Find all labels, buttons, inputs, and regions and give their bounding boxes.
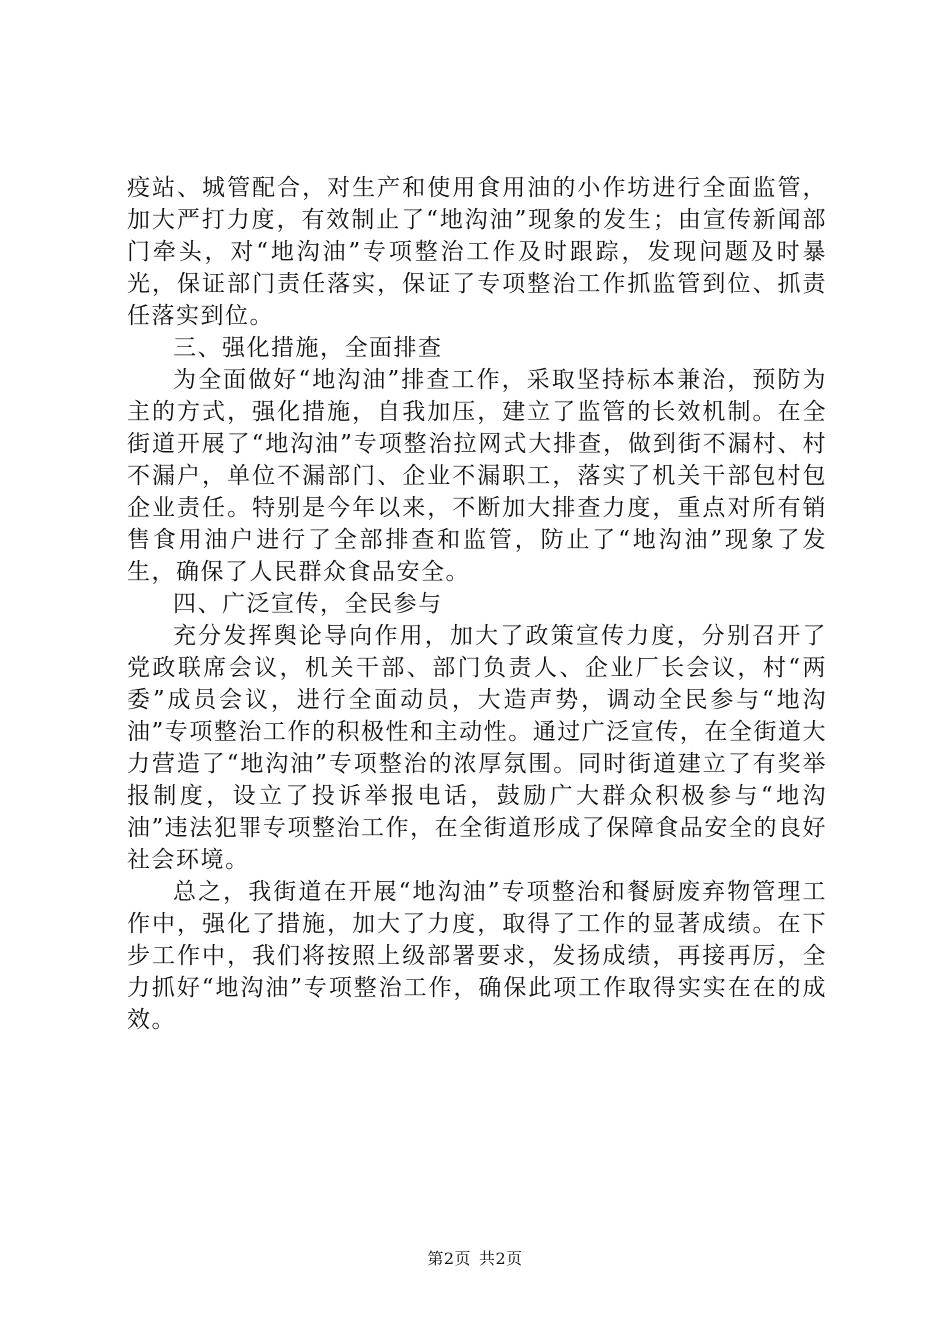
paragraph-section-3: 为全面做好“地沟油”排查工作，采取坚持标本兼治，预防为主的方式，强化措施，自我加压，建立了监管的长效机制。在全街道开展了“地沟油”专项整治拉网式大排查，做到街不漏村、村不漏户，单位不漏部门、企业不漏职工，落实了机关干部包村包企业责任。特别是今年以来，不断加大排查力度，重点对所有销售食用油户进行了全部排查和监管，防止了“地沟油”现象了发生，确保了人民群众食品安全。 [127, 367, 827, 585]
page-total: 共2页 [479, 1249, 523, 1268]
section-heading-4: 四、广泛宣传，全民参与 [173, 591, 443, 617]
paragraph-section-4: 充分发挥舆论导向作用，加大了政策宣传力度，分别召开了党政联席会议，机关干部、部门负责人、企业厂长会议，村“两委”成员会议，进行全面动员，大造声势，调动全民参与“地沟油”专项整治工作的积极性和主动性。通过广泛宣传，在全街道大力营造了“地沟油”专项整治的浓厚氛围。同时街道建立了有奖举报制度，设立了投诉举报电话，鼓励广大群众积极参与“地沟油”违法犯罪专项整治工作，在全街道形成了保障食品安全的良好社会环境。 [127, 623, 827, 873]
page-number: 第2页 [427, 1249, 471, 1268]
document-body [127, 172, 827, 1036]
section-heading-3: 三、强化措施，全面排查 [173, 335, 443, 361]
paragraph-continuation: 疫站、城管配合，对生产和使用食用油的小作坊进行全面监管，加大严打力度，有效制止了“地沟油”现象的发生；由宣传新闻部门牵头，对“地沟油”专项整治工作及时跟踪，发现问题及时暴光，保证部门责任落实，保证了专项整治工作抓监管到位、抓责任落实到位。 [127, 175, 827, 329]
paragraph-conclusion: 总之，我街道在开展“地沟油”专项整治和餐厨废弃物管理工作中，强化了措施，加大了力度，取得了工作的显著成绩。在下步工作中，我们将按照上级部署要求，发扬成绩，再接再厉，全力抓好“地沟油”专项整治工作，确保此项工作取得实实在在的成效。 [127, 879, 827, 1033]
page-footer [0, 1246, 950, 1269]
